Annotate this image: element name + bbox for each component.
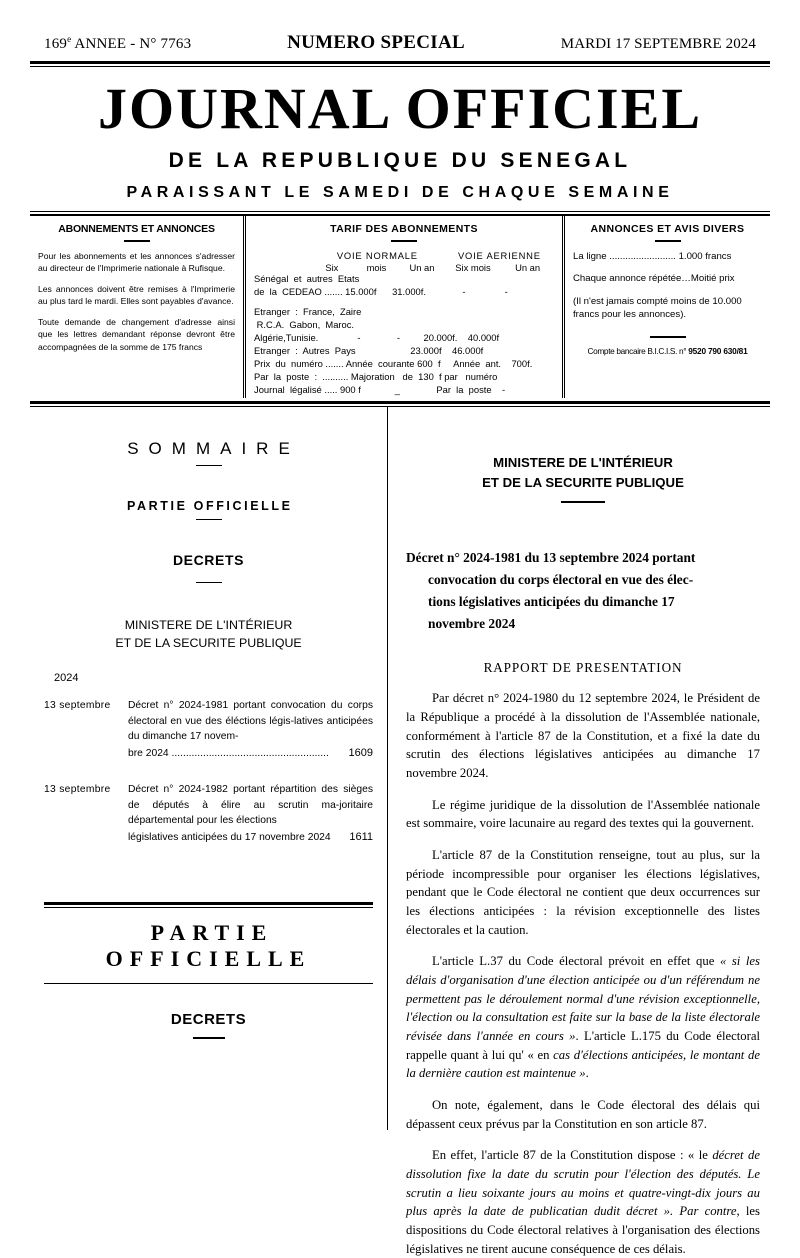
ministry-line-2: ET DE LA SECURITE PUBLIQUE — [482, 474, 684, 490]
toc-entry-leader: législatives anticipées du 17 novembre 2024 — [128, 832, 331, 844]
tariff-row-algerie-tunisie: Algérie,Tunisie. - - 20.000f. 40.000f — [254, 331, 500, 343]
tariff-row-prix-numero: Prix du numéro ....... Année courante 600 f Année ant. 700f. — [254, 357, 533, 369]
decree-paragraph-2: Le régime juridique de la dissolution de l'Assemblée nationale est sommaire, voire lacunaire au regard des textes qui la gouvernent. — [406, 797, 760, 831]
toc-entry-page: 1611 — [349, 831, 373, 844]
divider-rule — [650, 336, 686, 338]
tariff-row-rca-gabon: R.C.A. Gabon, Maroc. — [254, 318, 355, 330]
decree-title — [406, 547, 760, 634]
partie-officielle-band — [44, 902, 373, 1039]
tariff-header-voie-aerienne: VOIE AERIENNE — [457, 249, 541, 261]
divider-rule — [124, 240, 150, 242]
toc-entry-leader: bre 2024 ....................................................... — [128, 748, 329, 760]
toc-entry-lastline — [128, 745, 373, 762]
tariff-row-senegal-label: Sénégal et autres Etats — [254, 272, 360, 284]
decree-paragraph-1: Par décret n° 2024-1980 du 12 septembre 2024, le Président de la République a procédé à la dissolution de l'Assemblée nationale, conformément à l'article 87 de la Constitution, et a fixé la date du scrutin des élections législatives anticipées au dimanche 17 novembre 2024. — [406, 691, 760, 780]
decree-paragraph-6: En effet, l'article 87 de la Constitution dispose : « le décret de dissolution fixe la date du scrutin pour l'élection des députés. Le scrutin a lieu soixante jours au moins et quatre-vingt-dix jours au plus après la date de publicatian dudit décret ». Par contre, les dispositions du Code électoral relatives à l'organisation des élections législatives ne tirent aucune conséquence de ces délais. — [406, 1148, 760, 1256]
toc-entry-lastline — [128, 829, 373, 846]
rapport-heading: RAPPORT DE PRESENTATION — [483, 660, 683, 676]
info-band — [30, 216, 770, 398]
divider-rule — [196, 519, 222, 520]
decree-title-line-4: novembre 2024 — [428, 615, 516, 631]
list-item[interactable] — [44, 698, 373, 762]
decree-paragraph-3: L'article 87 de la Constitution renseigne, tout au plus, sur la période incompressible pour organiser les élections législatives, pendant que le Code électoral ne contient que deux occurrences sur les élections anticipées : la révision exceptionnelle des listes électorales et la caution. — [406, 848, 760, 937]
journal-title: JOURNAL OFFICIEL — [97, 76, 702, 141]
bank-account-line: Compte bancaire B.I.C.I.S. n° 9520 790 630/81 — [587, 345, 748, 356]
tariff-box — [245, 216, 563, 398]
announcement-minimum-note: (Il n'est jamais compté moins de 10.000 francs pour les annonces). — [573, 295, 742, 321]
tariff-subheader-six-1: Six — [325, 261, 339, 273]
divider-rule — [561, 501, 605, 503]
toc-entry-date: 13 septembre — [44, 783, 111, 795]
partie-bottom-rule — [44, 983, 373, 984]
numero-special-label: NUMERO SPECIAL — [287, 32, 465, 53]
toc-entry-date: 13 septembre — [44, 699, 111, 711]
announcements-box — [565, 216, 770, 398]
decree-title-line-3: tions législatives anticipées du dimanche 17 — [428, 593, 675, 609]
sommaire-column — [30, 407, 388, 1130]
subscriptions-box-title: ABONNEMENTS ET ANNONCES — [58, 222, 215, 235]
tariff-column-headers — [310, 250, 554, 261]
decree-ministry-heading — [406, 453, 760, 493]
partie-officielle-heading: PARTIE OFFICIELLE — [105, 920, 312, 972]
toc-entry-page: 1609 — [348, 747, 373, 760]
main-content — [30, 407, 770, 1256]
divider-rule — [193, 1037, 225, 1039]
tariff-subheader-mois-1: mois — [366, 261, 387, 273]
tariff-row-autres-pays: Etranger : Autres Pays 23.000f 46.000f — [254, 344, 484, 356]
masthead-divider-rule — [30, 61, 770, 67]
divider-rule — [196, 465, 222, 466]
divider-rule — [196, 582, 222, 583]
bank-account-number: 9520 790 630/81 — [688, 345, 748, 356]
issue-number: 169e ANNEE - N° 7763 — [44, 34, 192, 52]
tariff-header-voie-normale: VOIE NORMALE — [336, 249, 418, 261]
subscriptions-paragraph-2: Les annonces doivent être remises à l'Imprimerie au plus tard le mardi. Elles sont payables d'avance. — [38, 283, 235, 307]
decree-column — [388, 407, 770, 1256]
journal-tagline: PARAISSANT LE SAMEDI DE CHAQUE SEMAINE — [126, 183, 674, 201]
journal-subtitle: DE LA REPUBLIQUE DU SENEGAL — [168, 148, 632, 172]
tariff-row-cedeao: de la CEDEAO ....... 15.000f 31.000f. - - — [254, 285, 508, 297]
quoted-text: décret de dissolution fixe la date du scrutin pour l'élection des députés. Le scrutin a lieu soixante jours au moins et quatre-vingt-dix jours au plus après la date de publicatian dudit décret ». Par contre — [406, 1148, 760, 1219]
announcement-price-line: La ligne ......................... 1.000 francs — [573, 250, 732, 262]
divider-rule — [391, 240, 417, 242]
tariff-subheader-unan-2: Un an — [515, 261, 541, 273]
decree-paragraph-5: On note, également, dans le Code électoral des délais qui dépassent ceux prévus par la Constitution en son article 87. — [406, 1098, 760, 1131]
decree-title-line-1: Décret n° 2024-1981 du 13 septembre 2024 portant — [406, 550, 696, 566]
quoted-text: « si les délais d'organisation d'une élection anticipée ou d'un référendum ne permettent pas le déroulement normal d'une révision exceptionnelle, l'élection ou la consultation est faite sur la base de la liste électorale révisée dans l'année en cours » — [406, 954, 760, 1044]
tariff-row-par-la-poste: Par la poste : .......... Majoration de 130 f par numéro — [254, 370, 498, 382]
toc-entry-text: Décret n° 2024-1982 portant répartition des sièges de députés à élire au scrutin ma-joritaire départemental pour les élections — [128, 783, 373, 827]
decree-paragraph-4: L'article L.37 du Code électoral prévoit en effet que « si les délais d'organisation d'une élection anticipée ou d'un référendum ne permettent pas le déroulement normal d'une révision exceptionnelle, l'élection ou la consultation est faite sur la base de la liste électorale révisée dans l'année en cours ». L'article L.175 du Code électoral rappelle quant à lui qu' « en cas d'élections anticipées, le montant de la dernière caution est maintenue ». — [406, 954, 760, 1081]
announcement-repeat-line: Chaque annonce répétée…Moitié prix — [573, 273, 735, 285]
toc-entry-text: Décret n° 2024-1981 portant convocation du corps électoral en vue des éléctions légis-latives anticipées du dimanche 17 novem- — [128, 699, 373, 743]
sommaire-decrets-heading: DECRETS — [172, 551, 245, 568]
sommaire-year: 2024 — [54, 671, 79, 684]
divider-rule — [655, 240, 681, 242]
ministry-line-1: MINISTERE DE L'INTÉRIEUR — [124, 617, 293, 632]
ministry-line-2: ET DE LA SECURITE PUBLIQUE — [115, 635, 302, 650]
announcements-box-title: ANNONCES ET AVIS DIVERS — [590, 222, 745, 235]
partie-decrets-heading: DECRETS — [170, 1011, 247, 1029]
sommaire-heading: SOMMAIRE — [127, 438, 300, 458]
subscriptions-box — [30, 216, 243, 398]
subscriptions-paragraph-3: Toute demande de changement d'adresse ainsi que les lettres demandant réponse devront être accompagnées de la somme de 175 francs — [38, 316, 235, 352]
decree-title-line-2: convocation du corps électoral en vue des élec- — [428, 572, 694, 588]
subscriptions-paragraph-1: Pour les abonnements et les annonces s'adresser au directeur de l'Imprimerie nationale à Rufisque. — [38, 250, 235, 274]
list-item[interactable] — [44, 782, 373, 846]
tariff-row-etranger-france: Etranger : France, Zaire — [254, 305, 362, 317]
toc-entry-body — [128, 782, 373, 846]
sommaire-partie-officielle: PARTIE OFFICIELLE — [127, 498, 293, 513]
tariff-subheaders — [310, 262, 554, 273]
issue-ordinal-suffix: e — [67, 34, 72, 44]
tariff-subheader-unan-1: Un an — [409, 261, 435, 273]
ministry-line-1: MINISTERE DE L'INTÉRIEUR — [493, 454, 673, 470]
masthead-top-row — [30, 0, 770, 58]
sommaire-ministry-heading — [44, 617, 373, 653]
tariff-box-title: TARIF DES ABONNEMENTS — [330, 222, 478, 235]
quoted-text: cas d'élections anticipées, le montant de la dernière caution est maintenue » — [406, 1047, 760, 1081]
toc-entry-body — [128, 698, 373, 762]
tariff-row-journal-legalise: Journal légalisé ..... 900 f _ Par la poste - — [254, 383, 506, 395]
tariff-subheader-six-2: Six mois — [455, 261, 491, 273]
publication-date: MARDI 17 SEPTEMBRE 2024 — [560, 36, 756, 52]
